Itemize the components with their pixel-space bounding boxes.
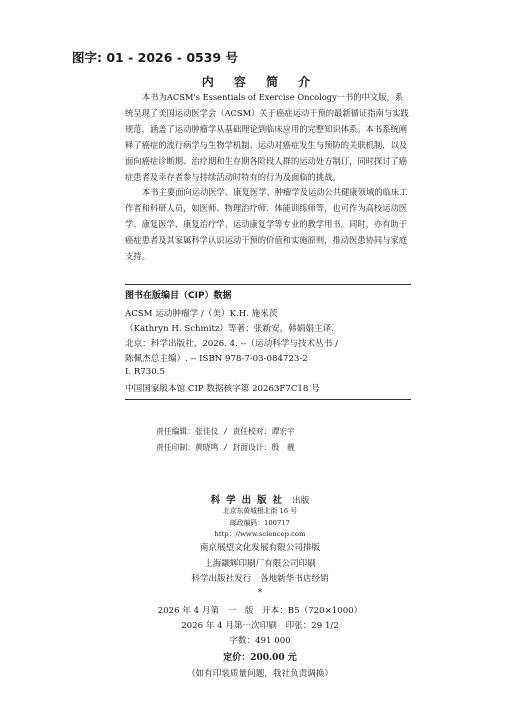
publisher-suffix: 出版 xyxy=(292,496,310,506)
cip-line: （Kathryn H. Schmitz）等著；张新安，韩娟娟主译. xyxy=(125,324,334,334)
publisher-logo: 科学出版社 xyxy=(210,495,289,506)
production-credits: 责任印制：黄晓鸣 / 封面设计：殷 靓 xyxy=(156,443,295,452)
cip-bottom-rule xyxy=(125,399,411,400)
printing-line: 2026 年 4 月第一次印刷 印张：29 1/2 xyxy=(181,621,339,631)
intro-paragraph-1-text: 本书为ACSM's Essentials of Exercise Oncology一书的中文版，系统呈现了美国运动医学会（ACSM）关于癌症运动干预的最新循证指南与实践规范，涵盖了运动肿瘤学从基础理论到临床应用的完整知识体系。本书系统阐释了癌症的流行病学与生物学机制、运动对癌症发生与预防的关联机制，以及面向癌症诊断期、治疗期和生存期各阶段人群的运动处方制订，同时探讨了癌症患者及幸存者参与持续活动时特有的行为及面临的挑战。 xyxy=(125,92,409,182)
cip-line: ACSM 运动肿瘤学 /（美）K.H. 施米茨 xyxy=(125,309,278,319)
editor-credits: 责任编辑：张佳仪 / 责任校对：谭宏宇 xyxy=(156,427,295,436)
publisher-address: 北京东黄城根北街 16 号 xyxy=(222,507,298,515)
intro-paragraph-2-text: 本书主要面向运动医学、康复医学、肿瘤学及运动公共健康领域的临床工作者和科研人员，如医师、物理治疗师、体能训练师等，也可作为高校运动医学、康复医学、康复治疗学、运动康复学等专业的教学用书。同时，亦有助于癌症患者及其家属科学认识运动干预的价值和实施原则，推动医患协同与家庭支持。 xyxy=(125,187,408,261)
separator-star: * xyxy=(257,588,263,598)
edition-line: 2026 年 4 月第 一 版 开本：B5（720×1000） xyxy=(157,606,363,616)
typesetter: 南京展望文化发展有限公司排版 xyxy=(199,543,321,553)
price: 定价：200.00 元 xyxy=(223,653,297,663)
printer: 上海颛辉印刷厂有限公司印刷 xyxy=(204,559,316,569)
publisher-postcode: 邮政编码：100717 xyxy=(230,519,290,527)
intro-paragraph-2 xyxy=(125,185,411,265)
quality-notice: （如有印装质量问题，我社负责调换） xyxy=(186,669,334,679)
distribution: 科学出版社发行 各地新华书店经销 xyxy=(191,574,329,584)
cip-line: 北京：科学出版社，2026. 4. --（运动科学与技术丛书 / xyxy=(125,339,338,349)
intro-paragraph-1 xyxy=(125,90,411,185)
registration-number: 图字: 01 - 2026 - 0539 号 xyxy=(72,50,238,65)
cip-record-number: 中国国家版本馆 CIP 数据核字第 20263F7C18 号 xyxy=(125,384,320,394)
publisher-website: http：//www.sciencep.com xyxy=(214,530,306,538)
cip-classification: Ⅰ. R730.5 xyxy=(125,367,165,377)
cip-line: 陈佩杰总主编）. -- ISBN 978-7-03-084723-2 xyxy=(125,354,308,364)
word-count: 字数：491 000 xyxy=(229,636,291,646)
intro-title: 内 容 简 介 xyxy=(201,75,319,89)
cip-heading: 图书在版编目（CIP）数据 xyxy=(125,291,232,301)
cip-top-rule xyxy=(125,284,411,285)
